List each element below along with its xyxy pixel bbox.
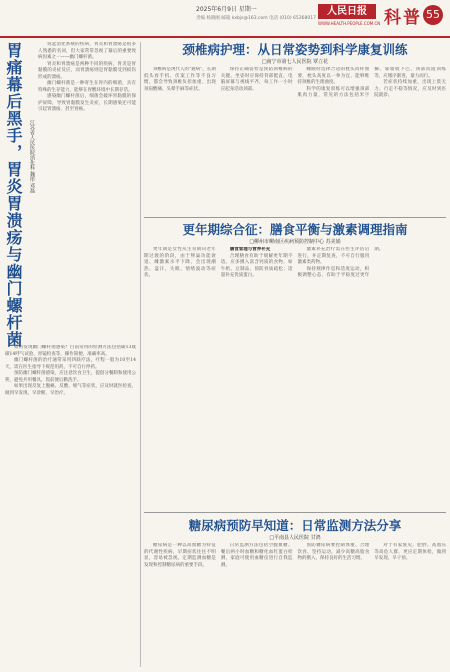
article2-body <box>144 247 446 509</box>
paragraph: 合理膳食有助于缓解更年期不适。应多摄入富含钙质的食物，如牛奶、豆制品，预防骨质疏松；适量补充优质蛋白。 <box>220 253 293 278</box>
paragraph: 科学的康复训练可以增强颈部肌肉力量，常见的方法包括米字操、靠墙收下巴、颈部抗阻训练等，应循序渐进，量力而行。 <box>297 67 446 98</box>
paragraph: 如果出现反复上腹痛、反酸、嗳气等症状，应及时就医检查，做到早发现、早诊断、早治疗。 <box>5 384 136 396</box>
page-number: 55 <box>423 5 443 25</box>
left-article-bottom-body <box>5 345 136 667</box>
paragraph: 对于有家族史、肥胖、高血压等高危人群，更应定期体检，做到早发现、早干预。 <box>374 543 446 561</box>
article-separator <box>144 217 446 218</box>
paragraph: 如何发现幽门螺杆菌感染？目前常用的检测方法包括碳13或碳14呼气试验、胃镜检查等，操作简便，准确率高。 <box>5 345 136 357</box>
paragraph: 保持规律作息和适度运动，积极调整心态，有助于平稳度过更年期。 <box>297 247 384 278</box>
article1-body <box>144 67 446 215</box>
paragraph: 说起消化系统的疾病，胃炎和胃溃疡是很多人熟悉的名词，但大家常常忽视了幕后的重要致病因素之一——幽门螺杆菌。 <box>38 42 136 60</box>
paragraph: 预防糖尿病要控制体重、合理饮食、坚持运动，减少高糖高脂食物的摄入，保持良好的生活习惯。 <box>297 543 370 561</box>
left-article-top-body <box>38 42 136 342</box>
paragraph: 若症状持续加重，出现上肢无力、行走不稳等情况，应及时到医院就诊。 <box>374 80 446 98</box>
paragraph: 糖尿病是一种以高血糖为特征的代谢性疾病，早期症状往往不明显，容易被忽视。定期监测血糖是发现和控制糖尿病的重要手段。 <box>144 543 216 568</box>
article-separator <box>144 512 446 513</box>
editor-info: 责编 杨晓刚 邮箱 kxbjs@163.com 电话 (010) 65368017 <box>196 16 316 21</box>
paragraph: 睡眠时选择合适的枕头同样重要，枕头高度以一拳为宜，能够维持颈椎的生理曲度。 <box>297 67 370 85</box>
paragraph: 幽门螺杆菌是一种寄生在胃内的细菌，具有特殊的生存能力，能够在胃酸环境中长期存活。 <box>38 81 136 93</box>
newspaper-url: WWW.HEALTH.PEOPLE.COM.CN <box>318 21 381 26</box>
masthead <box>0 0 450 38</box>
paragraph: 胃炎和胃溃疡是两种不同的疾病，胃炎是胃黏膜的炎症反应，而胃溃疡则是胃黏膜受到损伤形成的溃疡。 <box>38 61 136 80</box>
article1-title: 颈椎病护理：从日常姿势到科学康复训练 <box>182 42 408 57</box>
article3-title: 糖尿病预防早知道：日常监测方法分享 <box>188 518 402 533</box>
paragraph: 颈椎病是现代人的"通病"，长期低头看手机、伏案工作等不良习惯，都会导致颈椎负担加重，出现颈肩酸痛、头晕手麻等症状。 <box>144 67 216 92</box>
paragraph: 更年期是女性从生育期向老年期过渡的阶段，由于卵巢功能衰退、雌激素水平下降，会出现潮热、盗汗、失眠、情绪波动等症状。 <box>144 247 216 278</box>
paragraph: 感染幽门螺杆菌后，细菌会破坏胃黏膜的保护屏障，导致胃黏膜发生炎症，长期感染还可能引起胃溃疡、甚至胃癌。 <box>38 94 136 112</box>
article2-byline: □柳州市柳南区疾病预防控制中心 苏美娟 <box>249 239 341 245</box>
article3-body <box>144 543 446 667</box>
paragraph: 激素补充治疗需在医生评估后进行，并定期复查，不可自行服用激素类药物。 <box>297 247 370 265</box>
newspaper-logo: 人民日报 <box>318 4 376 19</box>
issue-date: 2025年6月9日 星期一 <box>196 6 257 13</box>
article3-byline: □平南县人民医院 甘鸿 <box>269 535 321 541</box>
left-article-title: 胃痛幕后黑手，胃炎胃溃疡与幽门螺杆菌 <box>4 42 23 348</box>
paragraph: 日常监测方法包括空腹血糖、餐后两小时血糖和糖化血红蛋白检测，家庭可使用血糖仪进行自我监测。 <box>220 543 293 568</box>
article1-byline: □南宁市第七人民医院 覃立花 <box>261 59 329 65</box>
paragraph: 幽门螺杆菌的治疗通常采用四联疗法，疗程一般为10至14天，需在医生指导下规范用药，不可自行停药。 <box>5 358 136 370</box>
article2-title: 更年期综合征：膳食平衡与激素调理指南 <box>182 222 408 237</box>
paragraph: 保持正确姿势是预防颈椎病的关键。坐姿时应保持背部挺直，电脑屏幕与视线平齐，每工作一小时应起身活动颈部。 <box>220 67 293 92</box>
left-article-author: 江苏省人民医院消化科 魏彤 邓磊 <box>29 120 35 194</box>
section-name: 科普 <box>384 8 422 28</box>
paragraph: 预防幽门螺杆菌感染，应注意饮食卫生，提倡分餐制和使用公筷，避免共用餐具，饭前便后勤洗手。 <box>5 371 136 383</box>
article2-subheading: 膳食管理与营养补充 <box>229 247 271 252</box>
column-divider <box>140 42 141 667</box>
